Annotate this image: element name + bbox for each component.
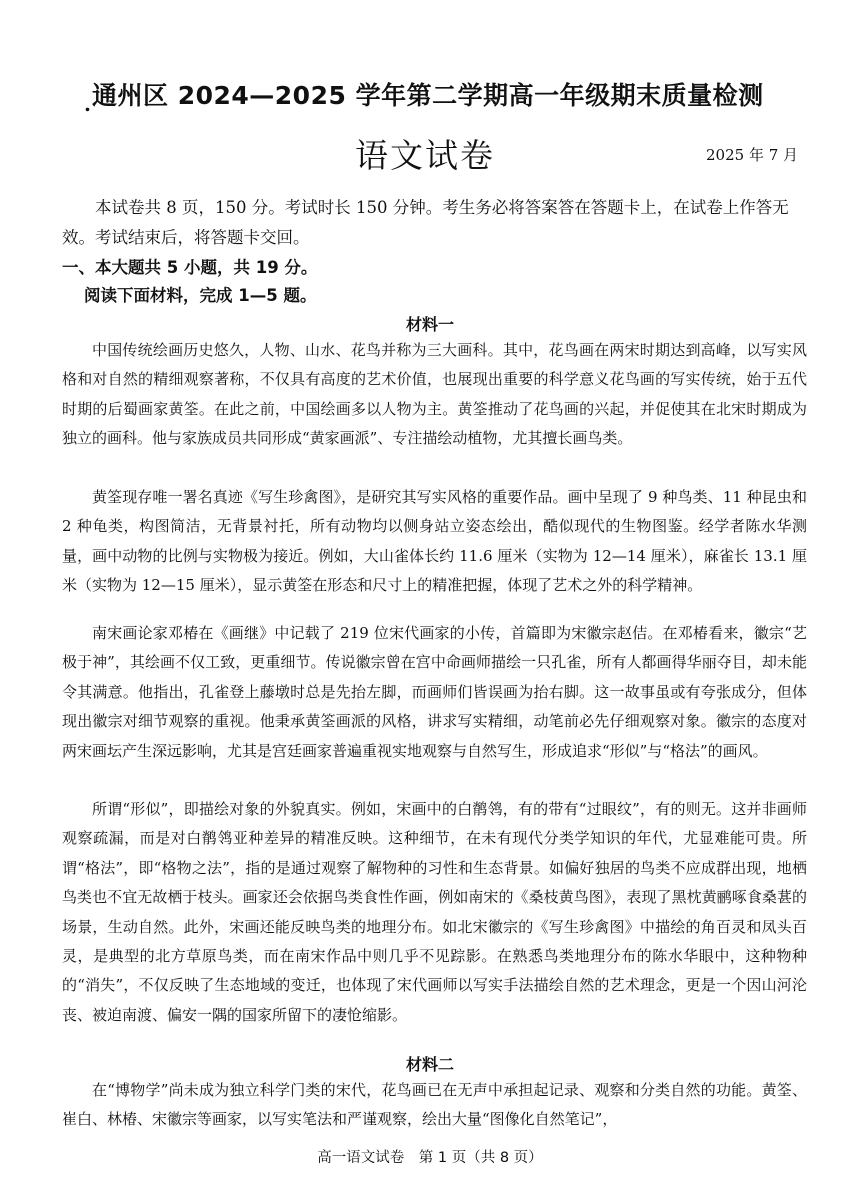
instructions: 本试卷共 8 页，150 分。考试时长 150 分钟。考生务必将答案答在答题卡上，在试卷上作答无效。考试结束后，将答题卡交回。 [62,198,789,247]
material-one-heading: 材料一 [405,315,454,334]
section-prompt: 阅读下面材料，完成 1—5 题。 [84,286,317,305]
corner-mark: . [84,92,91,116]
exam-date: 2025 年 7 月 [706,146,799,164]
material-two-paragraph-1: 在“博物学”尚未成为独立科学门类的宋代，花鸟画已在无声中承担起记录、观察和分类自然的功能。黄筌、崔白、林椿、宋徽宗等画家，以写实笔法和严谨观察，绘出大量“图像化自然笔记”， [62,1081,807,1129]
subject-title: 语文试卷 [355,136,495,175]
material-one-paragraph-2: 黄筌现存唯一署名真迹《写生珍禽图》，是研究其写实风格的重要作品。画中呈现了 9 种鸟类、11 种昆虫和 2 种龟类，构图简洁，无背景衬托，所有动物均以侧身站立姿态绘出，酷似现代的生物图鉴。经学者陈水华测量，画中动物的比例与实物极为接近。例如，大山雀体长约 11.6 厘米（实物为 12—14 厘米），麻雀长 13.1 厘米（实物为 12—15 厘米），显示黄筌在形态和尺寸上的精准把握，体现了艺术之外的科学精神。 [62,488,807,595]
material-one-paragraph-1: 中国传统绘画历史悠久，人物、山水、花鸟并称为三大画科。其中，花鸟画在两宋时期达到高峰，以写实风格和对自然的精细观察著称，不仅具有高度的艺术价值，也展现出重要的科学意义花鸟画的写实传统，始于五代时期的后蜀画家黄筌。在此之前，中国绘画多以人物为主。黄筌推动了花鸟画的兴起，并促使其在北宋时期成为独立的画科。他与家族成员共同形成“黄家画派”、专注描绘动植物，尤其擅长画鸟类。 [62,341,807,448]
material-two-heading: 材料二 [405,1055,454,1074]
material-one-paragraph-4: 所谓“形似”，即描绘对象的外貌真实。例如，宋画中的白鹡鸰，有的带有“过眼纹”，有的则无。这并非画师观察疏漏，而是对白鹡鸰亚种差异的精准反映。这种细节，在未有现代分类学知识的年代，尤显难能可贵。所谓“格法”，即“格物之法”，指的是通过观察了解物种的习性和生态背景。如偏好独居的鸟类不应成群出现，地栖鸟类也不宜无故栖于枝头。画家还会依据鸟类食性作画，例如南宋的《桑枝黄鸟图》，表现了黑枕黄鹂啄食桑葚的场景，生动自然。此外，宋画还能反映鸟类的地理分布。如北宋徽宗的《写生珍禽图》中描绘的角百灵和凤头百灵，是典型的北方草原鸟类，而在南宋作品中则几乎不见踪影。在熟悉鸟类地理分布的陈水华眼中，这种物种的“消失”，不仅反映了生态地域的变迁，也体现了宋代画师以写实手法描绘自然的艺术理念，更是一个因山河沦丧、被迫南渡、偏安一隅的国家所留下的凄怆缩影。 [62,800,807,1024]
page-footer: 高一语文试卷 第 1 页（共 8 页） [317,1150,543,1166]
section-heading: 一、本大题共 5 小题，共 19 分。 [62,258,318,277]
material-one-paragraph-3: 南宋画论家邓椿在《画继》中记载了 219 位宋代画家的小传，首篇即为宋徽宗赵佶。在邓椿看来，徽宗“艺极于神”，其绘画不仅工致，更重细节。传说徽宗曾在宫中命画师描绘一只孔雀，所有人都画得华丽夺目，却未能令其满意。他指出，孔雀登上藤墩时总是先抬左脚，而画师们皆误画为抬右脚。这一故事虽或有夸张成分，但体现出徽宗对细节观察的重视。他秉承黄筌画派的风格，讲求写实精细，动笔前必先仔细观察对象。徽宗的态度对两宋画坛产生深远影响，尤其是宫廷画家普遍重视实地观察与自然写生，形成追求“形似”与“格法”的画风。 [62,624,807,760]
exam-title: 通州区 2024—2025 学年第二学期高一年级期末质量检测 [92,81,764,110]
